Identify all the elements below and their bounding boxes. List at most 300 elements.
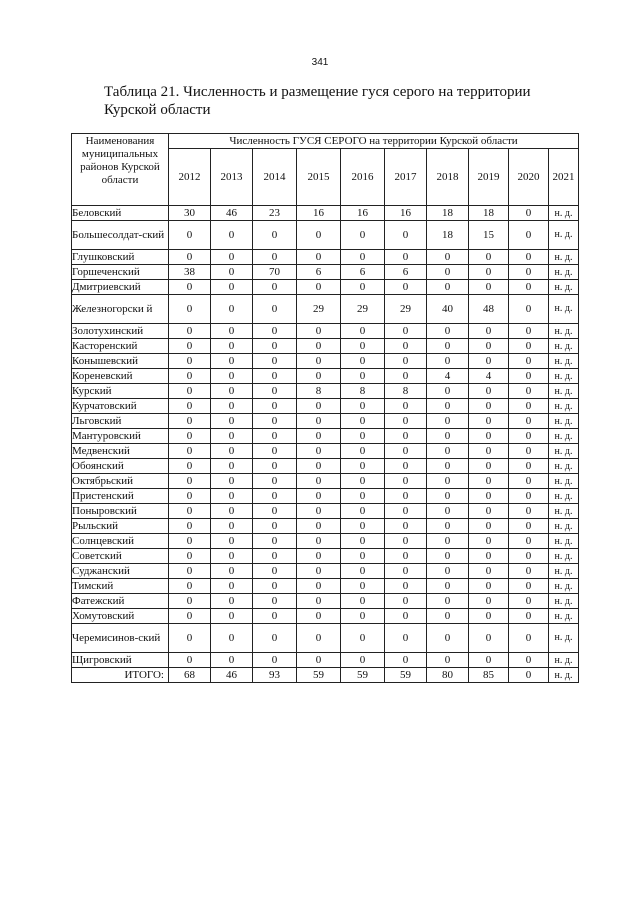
value-cell: 0 [469,354,509,369]
value-cell: н. д. [549,624,579,653]
year-header: 2018 [427,149,469,206]
value-cell: 0 [253,369,297,384]
value-cell: 59 [297,668,341,683]
value-cell: 0 [253,399,297,414]
value-cell: 8 [297,384,341,399]
value-cell: 0 [211,609,253,624]
district-name: Черемисинов-ский [72,624,169,653]
value-cell: 0 [341,534,385,549]
value-cell: 48 [469,295,509,324]
value-cell: 0 [509,414,549,429]
value-cell: 0 [253,280,297,295]
value-cell: 0 [385,549,427,564]
value-cell: н. д. [549,564,579,579]
value-cell: н. д. [549,609,579,624]
value-cell: 0 [169,221,211,250]
value-cell: 0 [297,474,341,489]
district-name: Солнцевский [72,534,169,549]
value-cell: н. д. [549,579,579,594]
value-cell: 16 [385,206,427,221]
value-cell: 0 [509,564,549,579]
district-name: Золотухинский [72,324,169,339]
table-row [72,504,579,519]
value-cell: н. д. [549,384,579,399]
table-row [72,534,579,549]
value-cell: 0 [509,369,549,384]
value-cell: 0 [385,504,427,519]
value-cell: 0 [253,504,297,519]
value-cell: 0 [169,564,211,579]
value-cell: 0 [253,489,297,504]
value-cell: 0 [469,594,509,609]
value-cell: 0 [427,504,469,519]
value-cell: 0 [509,250,549,265]
value-cell: 0 [509,324,549,339]
value-cell: 0 [341,414,385,429]
value-cell: 0 [341,519,385,534]
value-cell: 0 [211,384,253,399]
value-cell: н. д. [549,489,579,504]
value-cell: 0 [509,295,549,324]
value-cell: 0 [297,564,341,579]
table-row [72,369,579,384]
district-name: Мантуровский [72,429,169,444]
value-cell: 0 [169,459,211,474]
value-cell: 0 [341,549,385,564]
value-cell: 0 [509,339,549,354]
value-cell: 0 [427,459,469,474]
year-header: 2021 [549,149,579,206]
district-name: Кореневский [72,369,169,384]
value-cell: н. д. [549,324,579,339]
district-name: Железногорски й [72,295,169,324]
value-cell: 0 [211,594,253,609]
value-cell: 59 [341,668,385,683]
table-row [72,624,579,653]
value-cell: н. д. [549,339,579,354]
district-name: Пристенский [72,489,169,504]
value-cell: 0 [341,653,385,668]
value-cell: 0 [211,653,253,668]
value-cell: 0 [509,579,549,594]
value-cell: 0 [253,459,297,474]
value-cell: 0 [297,504,341,519]
value-cell: 18 [427,206,469,221]
value-cell: 0 [169,354,211,369]
value-cell: 0 [341,280,385,295]
value-cell: 0 [211,324,253,339]
value-cell: 0 [211,280,253,295]
value-cell: 0 [469,653,509,668]
value-cell: 0 [211,221,253,250]
table-row [72,354,579,369]
value-cell: 0 [385,594,427,609]
value-cell: 0 [169,444,211,459]
district-name: Поныровский [72,504,169,519]
value-cell: 0 [469,564,509,579]
value-cell: 0 [211,519,253,534]
value-cell: 0 [341,339,385,354]
value-cell: 0 [385,369,427,384]
value-cell: 0 [169,280,211,295]
value-cell: 8 [385,384,427,399]
value-cell: н. д. [549,265,579,280]
value-cell: 0 [341,399,385,414]
value-cell: 18 [469,206,509,221]
value-cell: 0 [509,489,549,504]
value-cell: 0 [427,444,469,459]
value-cell: н. д. [549,668,579,683]
value-cell: 0 [427,624,469,653]
table-row [72,206,579,221]
table-row [72,444,579,459]
value-cell: н. д. [549,474,579,489]
value-cell: 0 [211,414,253,429]
value-cell: 70 [253,265,297,280]
table-row [72,474,579,489]
value-cell: 0 [341,474,385,489]
value-cell: 0 [427,579,469,594]
value-cell: 0 [427,653,469,668]
value-cell: 0 [297,459,341,474]
table-row [72,489,579,504]
value-cell: 0 [297,414,341,429]
value-cell: 0 [297,221,341,250]
value-cell: 0 [469,265,509,280]
value-cell: 0 [509,384,549,399]
value-cell: н. д. [549,594,579,609]
value-cell: 80 [427,668,469,683]
value-cell: 0 [385,414,427,429]
value-cell: 0 [211,549,253,564]
value-cell: 0 [469,339,509,354]
value-cell: 0 [211,534,253,549]
value-cell: 0 [509,549,549,564]
value-cell: 0 [469,459,509,474]
value-cell: 0 [297,399,341,414]
value-cell: 0 [169,295,211,324]
value-cell: 0 [253,339,297,354]
value-cell: 0 [211,444,253,459]
value-cell: 0 [427,414,469,429]
value-cell: 0 [509,354,549,369]
value-cell: 6 [297,265,341,280]
value-cell: 0 [341,354,385,369]
total-row [72,668,579,683]
table-row [72,653,579,668]
value-cell: 0 [169,369,211,384]
value-cell: 0 [297,489,341,504]
value-cell: 0 [297,653,341,668]
value-cell: н. д. [549,459,579,474]
table-row [72,459,579,474]
value-cell: 0 [169,474,211,489]
value-cell: 6 [341,265,385,280]
value-cell: 0 [169,624,211,653]
value-cell: 0 [169,489,211,504]
value-cell: 0 [211,504,253,519]
value-cell: 0 [385,399,427,414]
value-cell: 0 [469,609,509,624]
value-cell: н. д. [549,549,579,564]
value-cell: 0 [253,324,297,339]
value-cell: 68 [169,668,211,683]
value-cell: 0 [427,489,469,504]
value-cell: 0 [385,534,427,549]
value-cell: 0 [253,609,297,624]
value-cell: н. д. [549,399,579,414]
district-name: Суджанский [72,564,169,579]
value-cell: 0 [341,564,385,579]
value-cell: 0 [469,414,509,429]
value-cell: 0 [341,609,385,624]
table-row [72,564,579,579]
value-cell: 0 [211,369,253,384]
value-cell: 0 [297,324,341,339]
district-name: Октябрьский [72,474,169,489]
value-cell: 0 [427,594,469,609]
value-cell: 0 [509,519,549,534]
table-row [72,324,579,339]
value-cell: 0 [169,504,211,519]
value-cell: н. д. [549,280,579,295]
value-cell: 29 [341,295,385,324]
district-name: Большесолдат-ский [72,221,169,250]
value-cell: 0 [211,474,253,489]
value-cell: 0 [253,221,297,250]
value-cell: 0 [469,474,509,489]
district-name: Касторенский [72,339,169,354]
value-cell: н. д. [549,250,579,265]
table-row [72,609,579,624]
value-cell: 0 [253,414,297,429]
year-header: 2015 [297,149,341,206]
value-cell: 0 [427,429,469,444]
value-cell: 0 [509,653,549,668]
value-cell: 0 [169,519,211,534]
value-cell: н. д. [549,369,579,384]
value-cell: 18 [427,221,469,250]
value-cell: 0 [211,399,253,414]
value-cell: 0 [169,250,211,265]
value-cell: 0 [253,429,297,444]
value-cell: 0 [297,549,341,564]
table-row [72,579,579,594]
value-cell: 0 [385,444,427,459]
value-cell: н. д. [549,653,579,668]
value-cell: 0 [509,399,549,414]
value-cell: 30 [169,206,211,221]
table-row [72,295,579,324]
value-cell: 0 [509,624,549,653]
value-cell: 0 [469,579,509,594]
value-cell: 38 [169,265,211,280]
value-cell: 0 [385,653,427,668]
value-cell: 0 [253,295,297,324]
value-cell: 0 [297,369,341,384]
value-cell: 0 [253,519,297,534]
value-cell: 0 [469,280,509,295]
value-cell: 0 [253,474,297,489]
value-cell: 0 [509,668,549,683]
value-cell: 0 [169,594,211,609]
value-cell: 0 [341,579,385,594]
value-cell: 0 [427,384,469,399]
value-cell: 0 [297,280,341,295]
value-cell: 0 [211,354,253,369]
year-header: 2017 [385,149,427,206]
value-cell: 0 [341,369,385,384]
value-cell: 0 [509,534,549,549]
district-name: ИТОГО: [72,668,169,683]
value-cell: 0 [253,444,297,459]
value-cell: 0 [427,549,469,564]
value-cell: 0 [297,444,341,459]
value-cell: 0 [469,519,509,534]
table-row [72,221,579,250]
value-cell: 0 [253,250,297,265]
district-name: Глушковский [72,250,169,265]
value-cell: н. д. [549,504,579,519]
value-cell: 4 [427,369,469,384]
value-cell: н. д. [549,414,579,429]
value-cell: 0 [385,579,427,594]
value-cell: 85 [469,668,509,683]
table-row [72,594,579,609]
value-cell: 0 [385,250,427,265]
value-cell: 0 [341,324,385,339]
value-cell: 0 [211,250,253,265]
value-cell: 0 [169,549,211,564]
value-cell: 0 [469,384,509,399]
district-name: Тимский [72,579,169,594]
value-cell: 0 [509,280,549,295]
value-cell: 0 [297,579,341,594]
district-name: Хомутовский [72,609,169,624]
value-cell: 0 [385,474,427,489]
value-cell: 0 [469,489,509,504]
district-name: Обоянский [72,459,169,474]
value-cell: 0 [385,519,427,534]
value-cell: 0 [509,265,549,280]
value-cell: 0 [341,504,385,519]
value-cell: 40 [427,295,469,324]
value-cell: н. д. [549,534,579,549]
table-row [72,339,579,354]
value-cell: 0 [427,534,469,549]
value-cell: 0 [385,429,427,444]
value-cell: 0 [253,653,297,668]
value-cell: 0 [427,339,469,354]
value-cell: 0 [385,339,427,354]
value-cell: 23 [253,206,297,221]
value-cell: 0 [253,594,297,609]
district-name: Дмитриевский [72,280,169,295]
value-cell: 0 [211,265,253,280]
value-cell: 0 [297,429,341,444]
value-cell: 0 [297,534,341,549]
value-cell: 0 [427,564,469,579]
value-cell: 0 [509,459,549,474]
value-cell: 0 [427,519,469,534]
value-cell: 0 [297,594,341,609]
value-cell: 29 [297,295,341,324]
value-cell: 0 [169,324,211,339]
value-cell: 0 [427,250,469,265]
table-caption: Таблица 21. Численность и размещение гуся серого на территории Курской области [104,84,531,118]
value-cell: 0 [297,624,341,653]
value-cell: 0 [169,339,211,354]
value-cell: 16 [341,206,385,221]
population-group-header: Численность ГУСЯ СЕРОГО на территории Курской области [169,134,579,149]
value-cell: 0 [509,206,549,221]
year-header: 2016 [341,149,385,206]
value-cell: 0 [253,549,297,564]
district-name: Льговский [72,414,169,429]
value-cell: 46 [211,668,253,683]
value-cell: 0 [169,399,211,414]
value-cell: 0 [341,444,385,459]
value-cell: 0 [297,250,341,265]
value-cell: 15 [469,221,509,250]
district-name: Медвенский [72,444,169,459]
value-cell: 0 [385,324,427,339]
value-cell: 0 [509,504,549,519]
value-cell: 0 [469,624,509,653]
table-row [72,265,579,280]
district-name: Горшеченский [72,265,169,280]
value-cell: 0 [341,489,385,504]
year-header: 2012 [169,149,211,206]
table-row [72,414,579,429]
district-name-header: Наименования муниципальных районов Курской области [72,134,169,206]
district-name: Курский [72,384,169,399]
value-cell: 0 [169,414,211,429]
value-cell: 0 [341,221,385,250]
value-cell: 29 [385,295,427,324]
year-header: 2020 [509,149,549,206]
value-cell: 0 [469,504,509,519]
value-cell: 0 [385,221,427,250]
value-cell: 0 [385,489,427,504]
value-cell: н. д. [549,295,579,324]
value-cell: 0 [469,429,509,444]
value-cell: 0 [385,459,427,474]
table-row [72,280,579,295]
value-cell: н. д. [549,354,579,369]
table-row [72,429,579,444]
value-cell: 0 [341,250,385,265]
value-cell: 0 [253,384,297,399]
value-cell: 0 [211,579,253,594]
value-cell: 0 [253,354,297,369]
value-cell: 0 [169,609,211,624]
value-cell: 0 [297,354,341,369]
value-cell: 93 [253,668,297,683]
value-cell: 0 [469,324,509,339]
value-cell: 0 [509,444,549,459]
value-cell: 0 [253,579,297,594]
table-row [72,250,579,265]
value-cell: 0 [169,429,211,444]
value-cell: 46 [211,206,253,221]
value-cell: 0 [341,624,385,653]
table-row [72,384,579,399]
value-cell: 8 [341,384,385,399]
value-cell: 0 [385,624,427,653]
value-cell: 59 [385,668,427,683]
value-cell: 0 [297,339,341,354]
